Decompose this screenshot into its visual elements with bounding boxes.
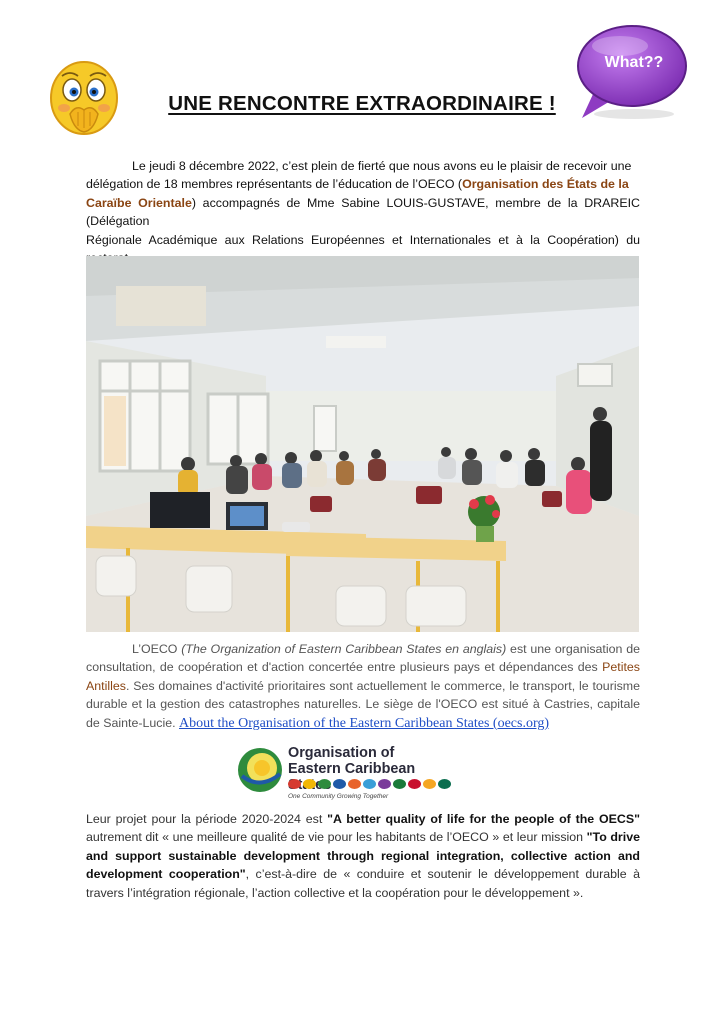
member-flags (288, 779, 451, 789)
projet-vision: "A better quality of life for the people of the OECS" (327, 812, 640, 826)
projet-text: Leur projet pour la période 2020-2024 est (86, 812, 328, 826)
oeco-text: est une organisation de consultation, de coopération et d'action concertée entre plusieurs pays et dépendances des (86, 642, 640, 675)
intro-line (86, 175, 640, 193)
oeco-text: L’OECO (132, 642, 182, 656)
member-flag-icon (318, 779, 331, 789)
projet-paragraph (86, 810, 640, 902)
oecs-link[interactable]: About the Organisation of the Eastern Caribbean States (oecs.org) (179, 715, 550, 731)
oeco-headquarters: Le siège de l'OECO est situé à Castries, capitale de Sainte-Lucie. (86, 697, 640, 730)
member-flag-icon (333, 779, 346, 789)
projet-text: autrement dit « une meilleure qualité de vie pour les habitants de l’OECO » et leur mission (86, 830, 587, 845)
member-flag-icon (288, 779, 301, 789)
oeco-fullname-end: Caraïbe Orientale (86, 195, 192, 210)
logo-line-2: Eastern Caribbean (288, 761, 416, 777)
logo-line-1: Organisation of (288, 745, 395, 761)
projet-text: , c’est-à-dire de « conduire et soutenir le développement durable à travers l’intégration régionale, l’action collective et la coopération pour le développement ». (86, 867, 640, 900)
intro-line: Le jeudi 8 décembre 2022, c’est plein de fierté que nous avons eu le plaisir de recevoir une (132, 159, 632, 173)
oeco-english-name: (The Organization of Eastern Caribbean States en anglais) (181, 642, 507, 656)
petites-antilles: Petites Antilles (86, 660, 640, 693)
bubble-text: What?? (604, 54, 664, 71)
intro-line (86, 194, 640, 231)
member-flag-icon (363, 779, 376, 789)
intro-line: Régionale Académique aux Relations Européennes et Internationales et à la Coopération) du (86, 232, 640, 247)
meeting-photo (86, 256, 639, 632)
member-flag-icon (393, 779, 406, 789)
intro-text: ) accompagnés de Mme Sabine LOUIS-GUSTAVE, membre de la DRAREIC (Délégation (86, 195, 640, 229)
member-flag-icon (303, 779, 316, 789)
page-title: UNE RENCONTRE EXTRAORDINAIRE ! (168, 92, 556, 115)
oeco-fullname: Organisation des États de la (462, 177, 629, 192)
oecs-emblem-icon (236, 746, 284, 794)
oeco-paragraph (86, 640, 640, 733)
member-flag-icon (408, 779, 421, 789)
member-flag-icon (423, 779, 436, 789)
member-flag-icon (438, 779, 451, 789)
projet-mission: "To drive and support sustainable development through regional integration, collective action and development cooperation" (86, 830, 640, 882)
member-flag-icon (348, 779, 361, 789)
member-flag-icon (378, 779, 391, 789)
intro-text: délégation de 18 membres représentants de l’éducation de l’OECO ( (86, 177, 463, 192)
oecs-logo (236, 742, 462, 806)
oeco-text: . Ses domaines d'activité prioritaires sont actuellement le commerce, le transport, le tourisme durable et la gestion des catastrophes naturelles. (86, 678, 640, 712)
logo-tagline: One Community Growing Together (288, 793, 389, 800)
